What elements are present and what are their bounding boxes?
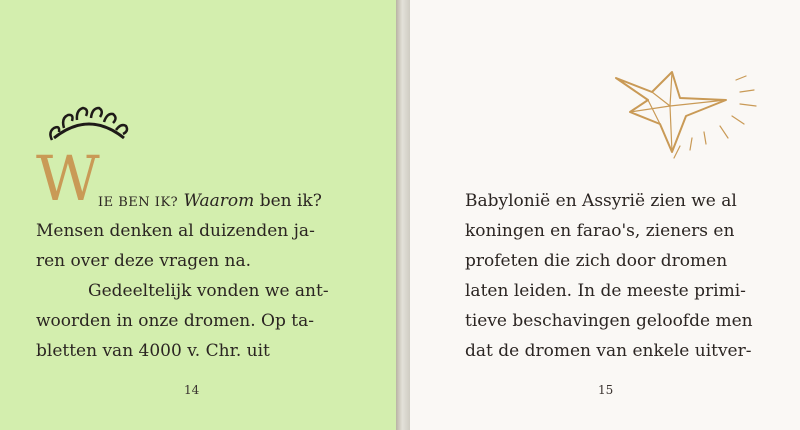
drop-cap: W	[36, 142, 100, 215]
text-line: ren over deze vragen na.	[36, 251, 251, 271]
first-line-rest: ben ik?	[259, 191, 322, 211]
text-line: dat de dromen van enkele uitver-	[465, 341, 752, 361]
first-line	[98, 186, 378, 218]
text-line: Mensen denken al duizenden ja-	[36, 221, 315, 241]
left-body-text	[36, 216, 380, 366]
star-icon	[600, 66, 770, 166]
text-line: Gedeeltelijk vonden we ant-	[88, 281, 329, 301]
text-line: bletten van 4000 v. Chr. uit	[36, 341, 270, 361]
text-line: woorden in onze dromen. Op ta-	[36, 311, 314, 331]
first-line-caps: IE BEN IK?	[98, 195, 179, 210]
text-line: profeten die zich door dromen	[465, 251, 728, 271]
text-line: Babylonië en Assyrië zien we al	[465, 191, 737, 211]
text-line: laten leiden. In de meeste primi-	[465, 281, 746, 301]
left-page	[0, 0, 396, 430]
text-line: koningen en farao's, zieners en	[465, 221, 735, 241]
page-number-left: 14	[184, 383, 200, 397]
page-number-right: 15	[598, 383, 614, 397]
book-gutter	[396, 0, 410, 430]
first-line-italic: Waarom	[183, 191, 255, 211]
right-body-text	[465, 186, 785, 366]
text-line: tieve beschavingen geloofde men	[465, 311, 753, 331]
sun-ornament-icon	[44, 100, 134, 146]
